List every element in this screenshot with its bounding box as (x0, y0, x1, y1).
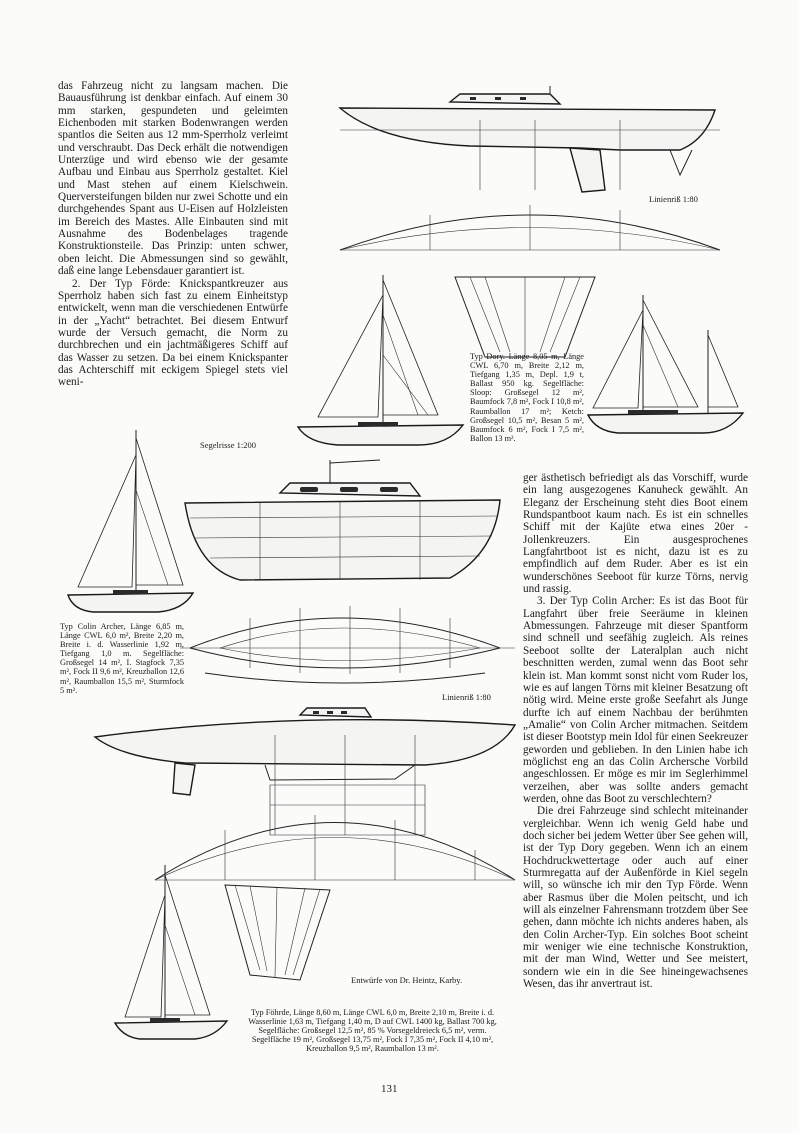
foerde-profile-drawing (180, 458, 510, 593)
dory-cabin (450, 94, 560, 104)
jib (318, 295, 383, 417)
paragraph: 2. Der Typ Förde: Knickspantkreuzer aus Sperrholz haben sich fast zu einem Einheitstyp entwickelt, wenn man die verschiedenen Entwürfe in der „Yacht“ betrachtet. Bei diesem Entwurf wurde der Versuch gemacht, die Norm zu durchbrechen und ein jachtmäßigeres Schiff auf das Wasser zu setzen. Da bei einem Knickspanter das Achterschiff mit eckigem Spiegel stets viel weni- (58, 277, 288, 389)
dory-portholes (495, 97, 501, 100)
porthole (380, 487, 398, 492)
porthole (300, 487, 318, 492)
colin-archer-lines-drawing (95, 705, 525, 885)
body-text-column-2 (523, 472, 748, 990)
mizzen (708, 335, 738, 407)
scale-label: Segelrisse 1:200 (200, 440, 256, 450)
keel (265, 765, 415, 780)
dory-ketch-sail-plan (588, 295, 748, 440)
jib (593, 310, 643, 408)
dory-portholes (470, 97, 476, 100)
rudder (173, 763, 195, 795)
cabin-top (300, 708, 371, 717)
dory-keel (570, 148, 605, 192)
hull-profile (95, 720, 515, 765)
jib (78, 455, 136, 587)
paragraph: 3. Der Typ Colin Archer: Es ist das Boot für Langfahrt über freie Seeräume in kleinen Abmessungen. Fahrzeuge mit dieser Spantform sind schnell und seefähig zugleich. Als reines Seeboot sollte der Lateralplan auch nicht beschnitten werden, zumal wenn das Boot sehr klein ist. Man kommt sonst nicht vom Ruder los, wie es auf langen Törns mit kleiner Besatzung oft nötig wird. Meine erste große Seefahrt als Junge durfte ich auf einem Nachbau der berühmten „Amalie“ von Colin Archer mitmachen. Seitdem ist dieser Bootstyp mein Idol für einen Seekreuzer geworden und geblieben. In den Linien habe ich möglichst eng an das Colin Archersche Vorbild angeschlossen. Er möge es mir im Seglerhimmel verzeihen, aber was sollte anders gemacht werden, ohne das Boot zu verschlechtern? (523, 595, 748, 805)
hull (115, 1021, 227, 1039)
hull (68, 593, 193, 612)
body-text-column-1 (58, 80, 288, 389)
colin-archer-sail-plan (58, 430, 198, 620)
jib (125, 895, 165, 1017)
paragraph: ger ästhetisch befriedigt als das Vorschiff, wurde ein lang ausgezogenes Kanuheck gewählt. An Eleganz der Erscheinung steht dies Boot einem Rundspantboot kaum nach. Es ist ein schnelles Schiff mit der Kajüte etwa eines 20er - Jollenkreuzers. Ein ausgesprochenes Langfahrtboot ist es nicht, dazu ist es zu empfindlich auf dem Ruder. Aber es ist ein wunderschönes Seeboot für kurze Törns, nervig und rassig. (523, 472, 748, 596)
colin-archer-caption: Typ Colin Archer, Länge 6,85 m, Länge CWL 6,0 m², Breite 2,20 m, Breite i. d. Wasserlinie 1,92 m, Tiefgang 1,0 m. Segelfläche: Großsegel 14 m², I. Stagfock 7,35 m², Fock II 9,6 m², Kreuzballon 12,6 m², Raumballon 15,5 m², Sturmfock 5 m². (60, 622, 184, 695)
dory-caption: Typ Dory. Länge 8,05 m, Länge CWL 6,70 m, Breite 2,12 m, Tiefgang 1,35 m, Depl. 1,9 t, Ballast 950 kg. Segelfläche: Sloop: Großsegel 12 m², Baumfock 7,8 m², Fock I 10,8 m², Raumballon 17 m²; Ketch: Großsegel 10,5 m², Besan 5 m², Baumfock 6 m², Fock I 7,5 m², Ballon 13 m². (470, 352, 584, 443)
foerde-body-plan (225, 875, 335, 985)
hull (588, 413, 743, 433)
foerde-sail-plan (115, 865, 235, 1045)
hull (298, 425, 463, 445)
foehrde-caption: Typ Föhrde, Länge 8,60 m, Länge CWL 6,0 m, Breite 2,10 m, Breite i. d. Wasserlinie 1,63 m, Tiefgang 1,40 m, D auf CWL 1400 kg, Ballast 700 kg, Segelfläche: Großsegel 12,5 m², 85 % Vorsegeldreieck 6,5 m², verm. Segelfläche 19 m², Großsegel 13,75 m², Fock I 7,35 m², Fock II 4,10 m², Kreuzballon 9,5 m², Raumballon 13 m². (248, 1008, 497, 1054)
dory-hull-profile (340, 108, 715, 150)
page-number: 131 (381, 1083, 398, 1095)
designer-credit: Entwürfe von Dr. Heintz, Karby. (351, 975, 463, 985)
scale-label: Linienriß 1:80 (442, 692, 491, 702)
dory-rudder (670, 150, 692, 175)
foerde-lines-plan (180, 598, 520, 683)
mainsail (383, 280, 438, 415)
mainsail (643, 300, 698, 407)
paragraph: Die drei Fahrzeuge sind schlecht miteinander vergleichbar. Wenn ich wenig Geld habe und doch sicher bei jedem Wetter über See gehen will, ist der Typ Dory gegeben. Wenn ich an einem Hochdruckwettertage oder auch auf einer Sturmregatta auf der Außenförde in Kiel segeln will, so wünsche ich mir den Typ Förde. Wenn aber Rasmus über die Molen peitscht, und ich will als einzelner Fahrensmann trotzdem über See gehen, dann möchte ich nichts anderes haben, als den Colin Archer-Typ. Ein solches Boot scheint mir weniger wie eine technische Konstruktion, mit der man Wind, Wetter und See meistert, sondern wie ein in die See hineingewachsenes Wesen, das ihr anvertraut ist. (523, 805, 748, 991)
hull-profile (185, 500, 500, 580)
dory-portholes (520, 97, 526, 100)
dory-sloop-sail-plan (298, 275, 468, 450)
paragraph: das Fahrzeug nicht zu langsam machen. Die Bauausführung ist denkbar einfach. Auf einem 30 mm starken, gespundeten und geleimten Eichenboden mit starken Bodenwrangen werden spantlos die Seiten aus 12 mm-Sperrholz verleimt und verschraubt. Das Deck erhält die notwendigen Unterzüge und wird ebenso wie der gesamte Aufbau und Einbau aus Sperrholz gestaltet. Kiel und Mast stehen auf einem Kielschwein. Querversteifungen bilden nur zwei Schotte und ein durchgehendes Spant aus U-Eisen auf Holzleisten im Bereich des Mastes. Alle Einbauten sind mit Ausnahme des Bodenbelages tragende Konstruktionsteile. Das Prinzip: unten schwer, oben leicht. Die Abmessungen sind so gewählt, daß eine lange Lebensdauer garantiert ist. (58, 80, 288, 278)
porthole (340, 487, 358, 492)
dory-body-plan (455, 262, 605, 362)
scale-label: Linienriß 1:80 (649, 194, 698, 204)
